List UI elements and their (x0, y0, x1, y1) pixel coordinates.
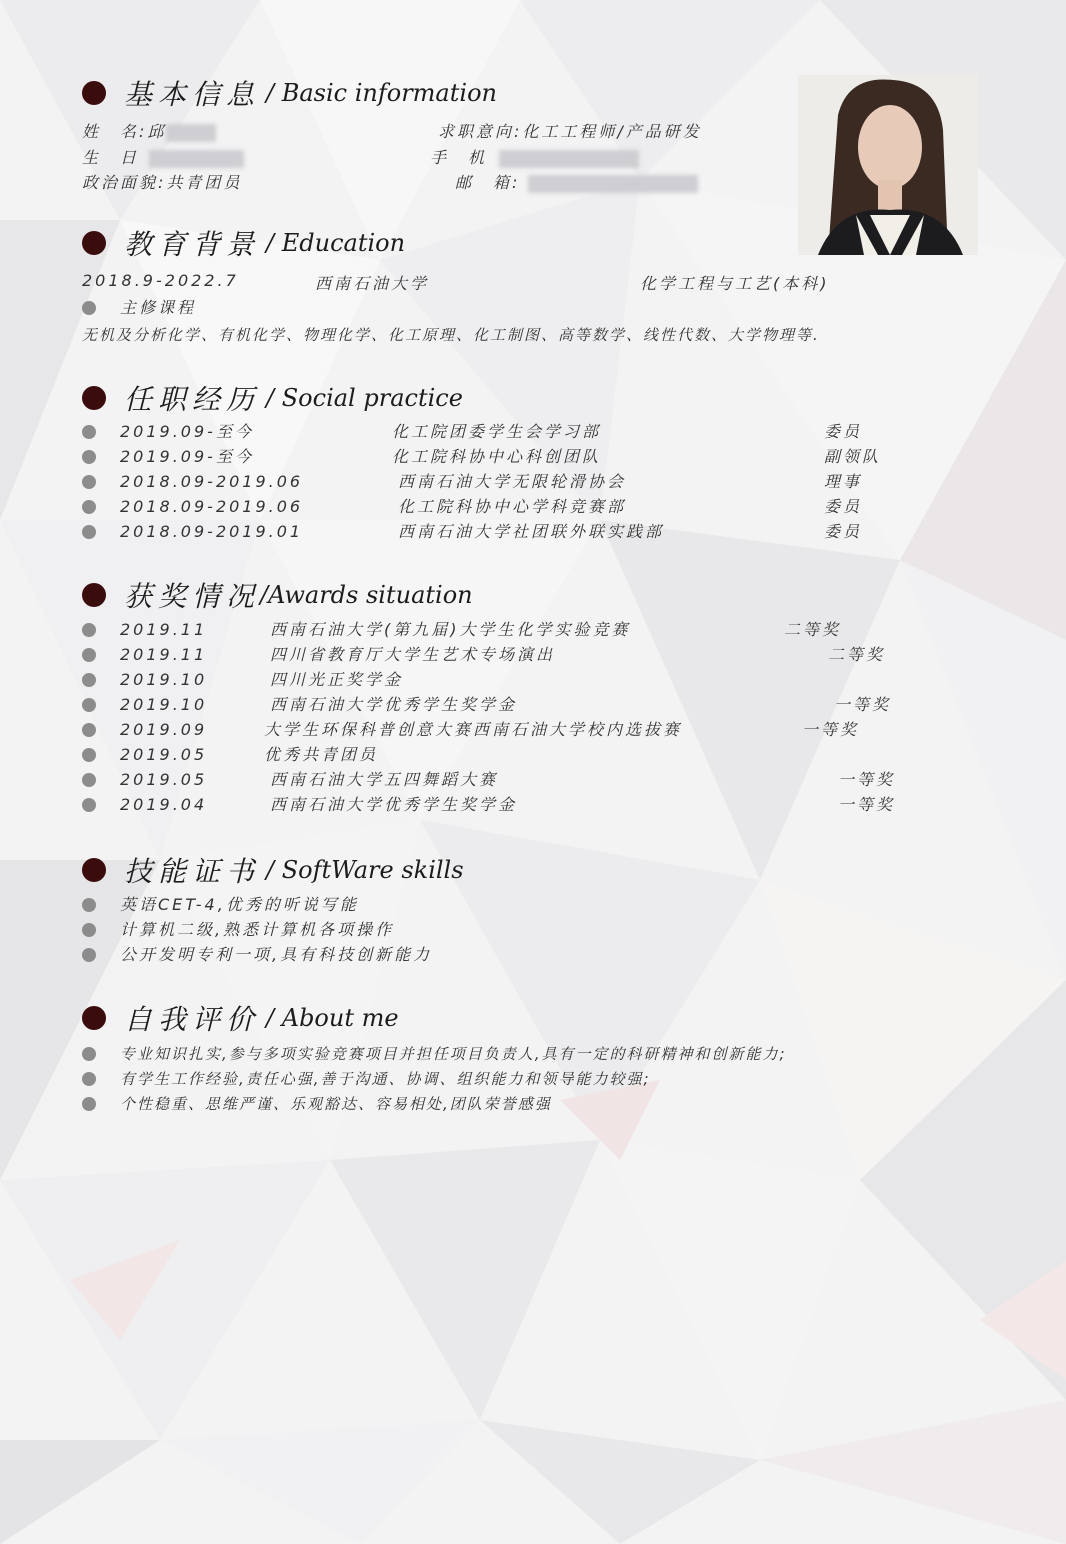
bullet-icon (82, 648, 96, 662)
practice-role: 副领队 (824, 447, 882, 466)
award-level: 一等奖 (834, 695, 892, 714)
award-name: 西南石油大学优秀学生奖学金 (270, 695, 518, 714)
list-item (82, 445, 982, 469)
section-dot-icon (82, 1006, 106, 1030)
award-name: 四川省教育厅大学生艺术专场演出 (270, 645, 556, 664)
section-title-en: / Education (266, 229, 406, 257)
bullet-icon (82, 748, 96, 762)
education-header (82, 223, 405, 263)
section-title-en: /Awards situation (260, 581, 473, 609)
bullet-icon (82, 500, 96, 514)
education-major: 化学工程与工艺(本科) (640, 274, 830, 293)
award-level: 一等奖 (838, 795, 896, 814)
section-title: 自我评价 (124, 1003, 261, 1036)
practice-role: 理事 (824, 472, 863, 491)
award-name: 西南石油大学五四舞蹈大赛 (270, 770, 499, 789)
award-date: 2019.09 (120, 720, 208, 739)
skill-text: 计算机二级,熟悉计算机各项操作 (120, 920, 395, 939)
bullet-icon (82, 450, 96, 464)
award-date: 2019.05 (120, 745, 208, 764)
practice-org: 西南石油大学社团联外联实践部 (398, 522, 665, 541)
bullet-icon (82, 623, 96, 637)
about-text: 个性稳重、思维严谨、乐观豁达、容易相处,团队荣誉感强 (120, 1095, 552, 1113)
section-title-en: / About me (266, 1004, 399, 1032)
bullet-icon (82, 723, 96, 737)
practice-org: 化工院科协中心学科竞赛部 (398, 497, 627, 516)
award-level: 一等奖 (802, 720, 860, 739)
practice-period: 2019.09-至今 (120, 447, 254, 466)
bullet-icon (82, 898, 96, 912)
award-name: 大学生环保科普创意大赛西南石油大学校内选拔赛 (264, 720, 683, 739)
practice-org: 化工院科协中心科创团队 (392, 447, 602, 466)
section-dot-icon (82, 231, 106, 255)
profile-photo (798, 75, 978, 255)
section-title-en: / SoftWare skills (266, 856, 464, 884)
award-name: 四川光正奖学金 (270, 670, 404, 689)
award-level: 一等奖 (838, 770, 896, 789)
award-name: 西南石油大学(第九届)大学生化学实验竞赛 (270, 620, 631, 639)
list-item (82, 743, 982, 767)
about-text: 专业知识扎实,参与多项实验竞赛项目并担任项目负责人,具有一定的科研精神和创新能力; (120, 1045, 787, 1063)
bullet-icon (82, 475, 96, 489)
practice-role: 委员 (824, 497, 863, 516)
education-school: 西南石油大学 (315, 274, 430, 293)
award-name: 优秀共青团员 (264, 745, 379, 764)
practice-role: 委员 (824, 522, 863, 541)
list-item (82, 718, 982, 742)
list-item (82, 693, 982, 717)
list-item (82, 420, 982, 444)
list-item (82, 520, 982, 544)
award-date: 2019.10 (120, 695, 208, 714)
section-dot-icon (82, 386, 106, 410)
practice-header (82, 378, 463, 418)
list-item (82, 768, 982, 792)
courses-label: 主修课程 (120, 298, 197, 317)
about-text: 有学生工作经验,责任心强,善于沟通、协调、组织能力和领导能力较强; (120, 1070, 651, 1088)
portrait-image (798, 75, 978, 255)
courses-list: 无机及分析化学、有机化学、物理化学、化工原理、化工制图、高等数学、线性代数、大学物理等. (82, 326, 820, 344)
education-period: 2018.9-2022.7 (82, 271, 239, 290)
section-title: 教育背景 (124, 228, 261, 261)
list-item (82, 1092, 982, 1116)
award-date: 2019.11 (120, 620, 208, 639)
job-intention-line (438, 119, 702, 142)
political-line (82, 170, 242, 193)
section-title: 任职经历 (124, 383, 261, 416)
email-line (455, 170, 698, 193)
list-item (82, 668, 982, 692)
award-name: 西南石油大学优秀学生奖学金 (270, 795, 518, 814)
awards-header (82, 575, 473, 615)
award-level: 二等奖 (828, 645, 886, 664)
practice-period: 2019.09-至今 (120, 422, 254, 441)
section-title-en: / Basic information (266, 79, 497, 107)
courses-label-row (82, 296, 982, 320)
skill-text: 英语CET-4,优秀的听说写能 (120, 895, 359, 914)
political-label: 政治面貌: (82, 173, 167, 192)
award-date: 2019.11 (120, 645, 208, 664)
redacted-email (528, 175, 698, 193)
job-label: 求职意向: (438, 122, 523, 141)
section-title: 技能证书 (124, 855, 261, 888)
bullet-icon (82, 673, 96, 687)
bullet-icon (82, 1097, 96, 1111)
bullet-icon (82, 798, 96, 812)
bullet-icon (82, 948, 96, 962)
list-item (82, 618, 982, 642)
bullet-icon (82, 1047, 96, 1061)
section-title-en: / Social practice (266, 384, 463, 412)
award-level: 二等奖 (784, 620, 842, 639)
bullet-icon (82, 425, 96, 439)
list-item (82, 893, 982, 917)
list-item (82, 643, 982, 667)
name-value: 邱 (147, 122, 167, 141)
award-date: 2019.04 (120, 795, 208, 814)
list-item (82, 918, 982, 942)
name-line (82, 119, 216, 142)
redacted-birthday (149, 150, 244, 168)
section-dot-icon (82, 858, 106, 882)
email-label: 邮 箱: (455, 173, 521, 192)
list-item (82, 495, 982, 519)
practice-role: 委员 (824, 422, 863, 441)
bullet-icon (82, 698, 96, 712)
award-date: 2019.05 (120, 770, 208, 789)
job-value: 化工工程师/产品研发 (522, 122, 702, 141)
practice-period: 2018.09-2019.01 (120, 522, 304, 541)
phone-line (430, 145, 639, 168)
list-item (82, 943, 982, 967)
section-dot-icon (82, 583, 106, 607)
phone-label: 手 机 (430, 148, 488, 167)
section-title: 获奖情况 (124, 580, 261, 613)
list-item (82, 793, 982, 817)
name-label: 姓 名: (82, 122, 148, 141)
section-dot-icon (82, 81, 106, 105)
redacted-phone (499, 150, 639, 168)
bullet-icon (82, 773, 96, 787)
bullet-icon (82, 301, 96, 315)
practice-period: 2018.09-2019.06 (120, 497, 304, 516)
list-item (82, 1067, 982, 1091)
award-date: 2019.10 (120, 670, 208, 689)
bullet-icon (82, 525, 96, 539)
birthday-line (82, 145, 244, 168)
political-value: 共青团员 (166, 173, 243, 192)
birthday-label: 生 日 (82, 148, 140, 167)
list-item (82, 470, 982, 494)
skill-text: 公开发明专利一项,具有科技创新能力 (120, 945, 433, 964)
redacted-name (166, 124, 216, 142)
about-header (82, 998, 399, 1038)
section-title: 基本信息 (124, 78, 261, 111)
practice-org: 化工院团委学生会学习部 (392, 422, 602, 441)
basic-info-header (82, 73, 497, 113)
practice-period: 2018.09-2019.06 (120, 472, 304, 491)
bullet-icon (82, 1072, 96, 1086)
skills-header (82, 850, 464, 890)
practice-org: 西南石油大学无限轮滑协会 (398, 472, 627, 491)
list-item (82, 1042, 982, 1066)
bullet-icon (82, 923, 96, 937)
